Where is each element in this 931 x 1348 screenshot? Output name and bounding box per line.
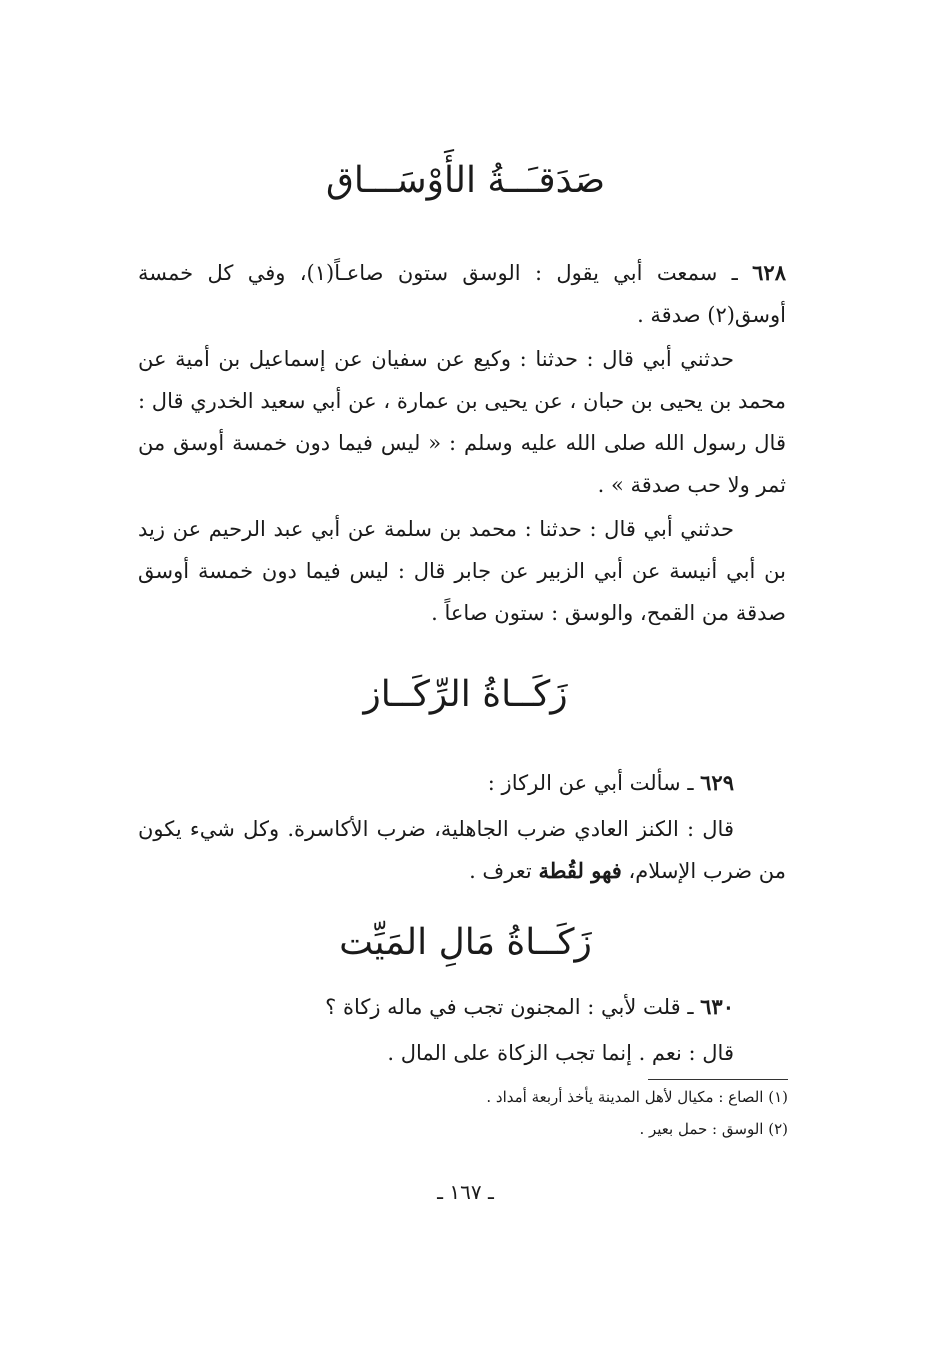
entry-630: [138, 986, 786, 1028]
entry-630-answer: قال : نعم . إنما تجب الزكاة على المال .: [387, 1041, 734, 1065]
section-heading-awsaq: صَدَقـَــةُ الأَوْسَـــاق: [325, 160, 606, 201]
entry-number: ٦٢٩: [700, 770, 734, 795]
entry-number: ٦٢٨: [752, 260, 786, 285]
answer-text-end: تعرف .: [469, 859, 539, 883]
entry-text: ـ سمعت أبي يقول : الوسق ستون صاعـاً(١)، وفي كل خمسة أوسق(٢) صدقة .: [138, 261, 786, 327]
entry-628: [138, 252, 786, 336]
footnote-2: (٢) الوسق : حمل بعير .: [639, 1120, 788, 1138]
entry-628-chain-2: حدثني أبي قال : حدثنا : محمد بن سلمة عن أبي عبد الرحيم عن زيد بن أبي أنيسة عن أبي الزبير عن جابر قال : ليس فيما دون خمسة أوسق صدقة من القمح، والوسق : ستون صاعاً .: [138, 517, 786, 625]
section-heading-rikaz: زَكَــاةُ الرِّكَــاز: [363, 674, 568, 715]
entry-number: ٦٣٠: [700, 994, 734, 1019]
page-number: ـ ١٦٧ ـ: [437, 1180, 494, 1204]
section-heading-mal-mayyit: زَكَــاةُ مَالِ المَيِّت: [339, 922, 592, 963]
entry-text: ـ سألت أبي عن الركاز :: [487, 771, 701, 795]
footnote-1: (١) الصاع : مكيال لأهل المدينة يأخذ أربعة أمداد .: [486, 1088, 788, 1106]
entry-text: ـ قلت لأبي : المجنون تجب في ماله زكاة ؟: [325, 995, 701, 1019]
answer-text: قال : الكنز العادي ضرب الجاهلية، ضرب الأكاسرة. وكل شيء يكون من ضرب الإسلام،: [138, 817, 786, 883]
entry-628-chain-1: حدثني أبي قال : حدثنا : وكيع عن سفيان عن إسماعيل بن أمية عن محمد بن يحيى بن حبان ، عن يحيى بن عمارة ، عن أبي سعيد الخدري قال : قال رسول الله صلى الله عليه وسلم : « ليس فيما دون خمسة أوسق من ثمر ولا حب صدقة » .: [138, 347, 786, 497]
entry-629-answer: [138, 808, 786, 892]
entry-629: [138, 762, 786, 804]
answer-bold-text: فهو لقُطة: [538, 858, 622, 883]
footnote-divider: [648, 1079, 788, 1080]
